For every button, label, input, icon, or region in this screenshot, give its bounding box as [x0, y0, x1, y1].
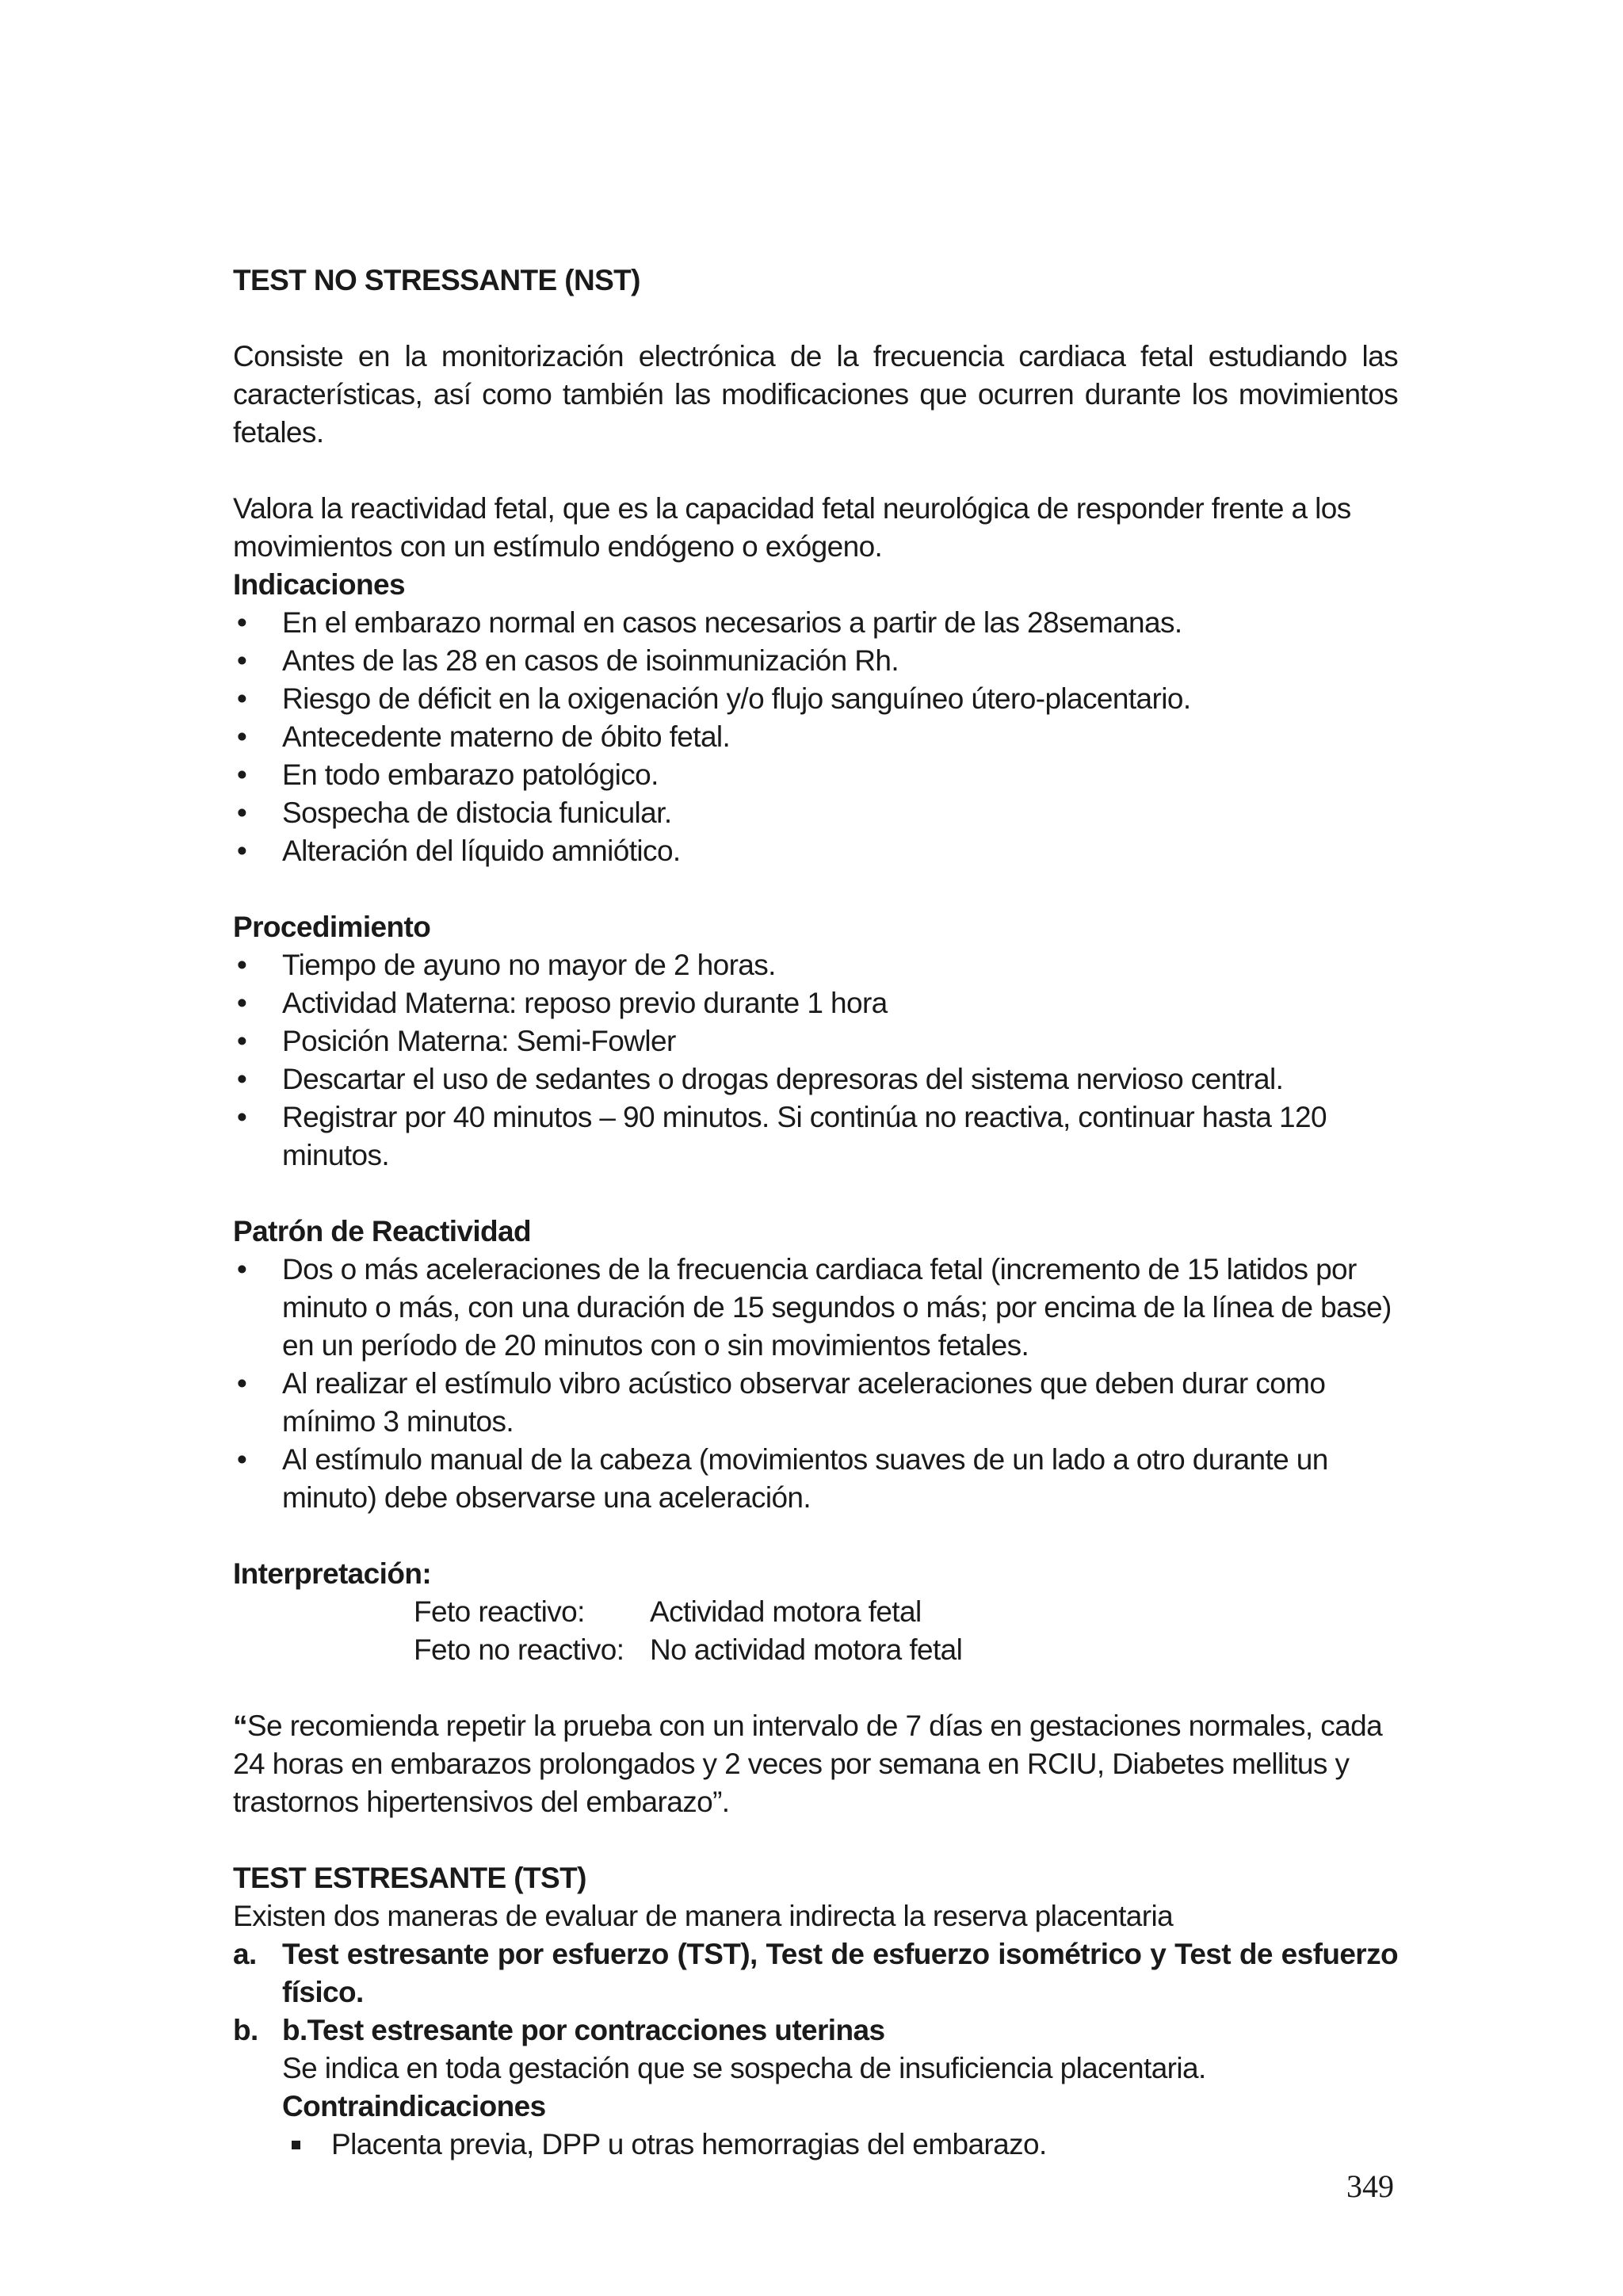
interpretacion-value: No actividad motora fetal	[650, 1633, 963, 1666]
patron-heading: Patrón de Reactividad	[233, 1215, 532, 1247]
list-item-text: Posición Materna: Semi-Fowler	[282, 1025, 676, 1057]
list-item	[233, 1365, 1398, 1441]
list-item-text: Dos o más aceleraciones de la frecuencia cardiaca fetal (incremento de 15 latidos por minuto o más, con una duración de 15 segundos o más; por encima de la línea de base) en un período de 20 minutos con o sin movimientos fetales.	[282, 1253, 1392, 1362]
interpretacion-heading: Interpretación:	[233, 1557, 432, 1590]
list-item-text: Riesgo de déficit en la oxigenación y/o flujo sanguíneo útero-placentario.	[282, 682, 1191, 715]
list-item-text: Descartar el uso de sedantes o drogas depresoras del sistema nervioso central.	[282, 1063, 1284, 1095]
list-item-text: En el embarazo normal en casos necesarios a partir de las 28semanas.	[282, 606, 1182, 639]
list-item	[233, 718, 1398, 756]
contraindicaciones-list	[282, 2126, 1398, 2164]
bullet-icon: •	[236, 835, 247, 867]
page-number: 349	[1346, 2168, 1394, 2204]
open-quote-mark: “	[233, 1710, 247, 1742]
list-item-text: Al realizar el estímulo vibro acústico observar aceleraciones que deben durar como mínimo 3 minutos.	[282, 1367, 1326, 1438]
list-item	[233, 642, 1398, 680]
list-item	[233, 1935, 1398, 2011]
tst-intro: Existen dos maneras de evaluar de manera indirecta la reserva placentaria	[233, 1900, 1174, 1932]
list-item	[233, 984, 1398, 1022]
interpretacion-row	[233, 1593, 1398, 1631]
square-bullet-icon	[292, 2141, 300, 2149]
list-item-text: Antes de las 28 en casos de isoinmunización Rh.	[282, 644, 899, 677]
indicaciones-heading: Indicaciones	[233, 568, 405, 601]
bullet-icon: •	[236, 949, 247, 981]
list-item	[233, 1098, 1398, 1175]
interpretacion-key: Feto reactivo:	[414, 1595, 585, 1628]
list-item	[233, 1441, 1398, 1517]
list-item	[233, 946, 1398, 984]
recommendation-quote-text: Se recomienda repetir la prueba con un intervalo de 7 días en gestaciones normales, cada 24 horas en embarazos prolongados y 2 veces por semana en RCIU, Diabetes mellitus y trastornos hipertensivos del embarazo”.	[233, 1710, 1383, 1818]
list-item	[233, 604, 1398, 642]
indicaciones-list	[233, 604, 1398, 870]
bullet-icon: •	[236, 1253, 247, 1286]
patron-list	[233, 1251, 1398, 1517]
list-item-text: Tiempo de ayuno no mayor de 2 horas.	[282, 949, 776, 981]
contraindicaciones-heading: Contraindicaciones	[282, 2090, 546, 2122]
bullet-icon: •	[236, 1101, 247, 1133]
list-item	[233, 1060, 1398, 1098]
list-item-text: Antecedente materno de óbito fetal.	[282, 720, 731, 753]
list-item-text: b.Test estresante por contracciones uterinas	[282, 2014, 885, 2046]
procedimiento-list	[233, 946, 1398, 1175]
list-item	[233, 794, 1398, 832]
list-item	[233, 756, 1398, 794]
interpretacion-row	[233, 1631, 1398, 1669]
bullet-icon: •	[236, 1443, 247, 1476]
recommendation-quote	[233, 1707, 1398, 1821]
list-item-text: En todo embarazo patológico.	[282, 758, 659, 791]
nst-intro-paragraph: Consiste en la monitorización electrónica de la frecuencia cardiaca fetal estudiando las características, así como también las modificaciones que ocurren durante los movimientos fetales.	[233, 340, 1398, 449]
list-item-text: Al estímulo manual de la cabeza (movimientos suaves de un lado a otro durante un minuto) debe observarse una aceleración.	[282, 1443, 1328, 1514]
tst-title: TEST ESTRESANTE (TST)	[233, 1862, 586, 1894]
tst-b-description: Se indica en toda gestación que se sospecha de insuficiencia placentaria.	[282, 2052, 1206, 2084]
bullet-icon: •	[236, 720, 247, 753]
procedimiento-heading: Procedimiento	[233, 911, 431, 943]
interpretacion-key: Feto no reactivo:	[414, 1633, 624, 1666]
nst-title: TEST NO STRESSANTE (NST)	[233, 264, 640, 296]
bullet-icon: •	[236, 682, 247, 715]
list-item-text: Alteración del líquido amniótico.	[282, 835, 681, 867]
interpretacion-value: Actividad motora fetal	[650, 1595, 922, 1628]
bullet-icon: •	[236, 1367, 247, 1400]
list-item	[233, 832, 1398, 870]
list-item-text: Placenta previa, DPP u otras hemorragias del embarazo.	[331, 2128, 1047, 2160]
list-marker: a.	[233, 1938, 257, 1970]
list-marker: b.	[233, 2014, 258, 2046]
list-item	[282, 2126, 1398, 2164]
tst-methods-list	[233, 1935, 1398, 2164]
bullet-icon: •	[236, 606, 247, 639]
list-item	[233, 1022, 1398, 1060]
bullet-icon: •	[236, 644, 247, 677]
list-item-text: Actividad Materna: reposo previo durante 1 hora	[282, 987, 888, 1019]
bullet-icon: •	[236, 1063, 247, 1095]
bullet-icon: •	[236, 758, 247, 791]
bullet-icon: •	[236, 797, 247, 829]
document-page	[233, 262, 1398, 2164]
bullet-icon: •	[236, 1025, 247, 1057]
list-item	[233, 680, 1398, 718]
list-item	[233, 2011, 1398, 2164]
list-item-text: Sospecha de distocia funicular.	[282, 797, 672, 829]
list-item-text: Test estresante por esfuerzo (TST), Test de esfuerzo isométrico y Test de esfuerzo físico.	[282, 1938, 1398, 2008]
list-item-text: Registrar por 40 minutos – 90 minutos. Si continúa no reactiva, continuar hasta 120 minutos.	[282, 1101, 1327, 1171]
nst-valora-paragraph: Valora la reactividad fetal, que es la capacidad fetal neurológica de responder frente a los movimientos con un estímulo endógeno o exógeno.	[233, 492, 1351, 563]
bullet-icon: •	[236, 987, 247, 1019]
list-item	[233, 1251, 1398, 1365]
